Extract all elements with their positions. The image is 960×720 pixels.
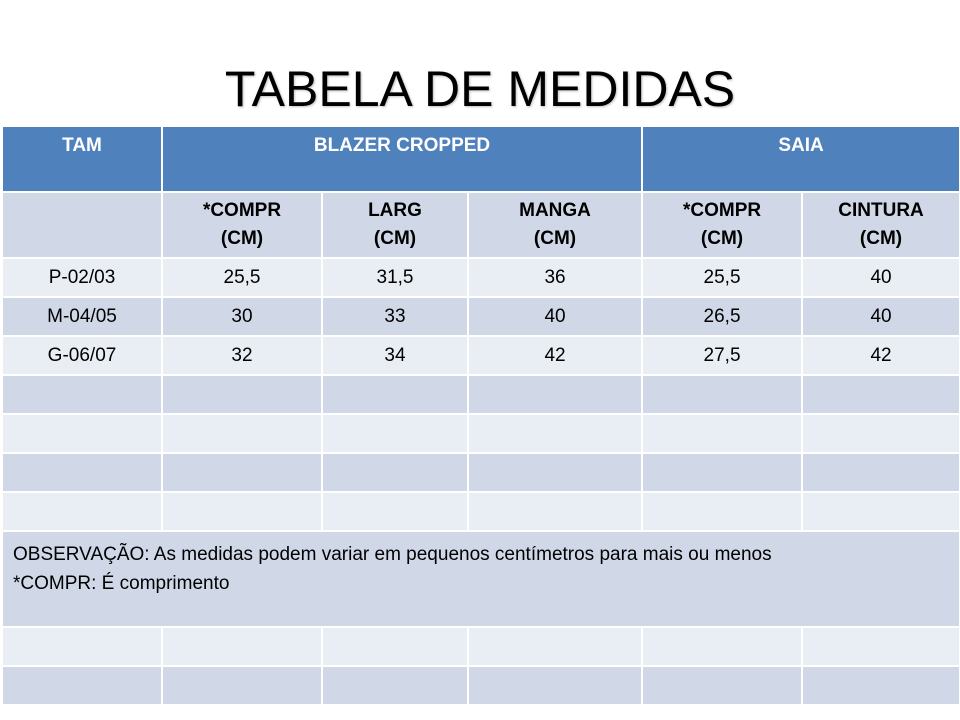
table-subheader-row: [2, 192, 960, 258]
empty-row: [2, 414, 960, 453]
empty-row: [2, 627, 960, 666]
cell-value: 40: [802, 258, 960, 297]
header-size: TAM: [2, 126, 162, 192]
subheader-unit: (CM): [373, 228, 417, 249]
empty-row: [2, 666, 960, 705]
empty-row: [2, 375, 960, 414]
cell-value: 40: [468, 297, 642, 336]
cell-value: 42: [468, 336, 642, 375]
subheader-empty: [2, 192, 162, 258]
subheader-blazer-width: [322, 192, 468, 258]
page-title: TABELA DE MEDIDAS: [224, 61, 736, 117]
observation-note: OBSERVAÇÃO: As medidas podem variar em pequenos centímetros para mais ou menos: [13, 544, 772, 565]
table-row: [2, 258, 960, 297]
subheader-unit: (CM): [220, 228, 264, 249]
subheader-skirt-waist: [802, 192, 960, 258]
cell-value: 33: [322, 297, 468, 336]
observation-cell: [2, 531, 960, 627]
cell-value: 34: [322, 336, 468, 375]
header-blazer: BLAZER CROPPED: [162, 126, 642, 192]
cell-value: 26,5: [642, 297, 802, 336]
empty-row: [2, 453, 960, 492]
table-row: [2, 297, 960, 336]
cell-size: G-06/07: [2, 336, 162, 375]
cell-size: M-04/05: [2, 297, 162, 336]
subheader-label: *COMPR: [202, 200, 282, 221]
cell-value: 36: [468, 258, 642, 297]
cell-value: 31,5: [322, 258, 468, 297]
cell-value: 27,5: [642, 336, 802, 375]
subheader-blazer-length: [162, 192, 322, 258]
cell-value: 40: [802, 297, 960, 336]
subheader-skirt-length: [642, 192, 802, 258]
cell-size: P-02/03: [2, 258, 162, 297]
subheader-unit: (CM): [859, 228, 903, 249]
empty-row: [2, 492, 960, 531]
table-header-row: [2, 126, 960, 192]
cell-value: 25,5: [642, 258, 802, 297]
cell-value: 32: [162, 336, 322, 375]
subheader-label: *COMPR: [682, 200, 762, 221]
header-skirt: SAIA: [642, 126, 960, 192]
subheader-unit: (CM): [533, 228, 577, 249]
subheader-label: LARG: [368, 200, 422, 221]
size-table: [1, 125, 960, 706]
subheader-label: MANGA: [519, 200, 591, 221]
observation-definition: *COMPR: É comprimento: [13, 573, 230, 594]
cell-value: 42: [802, 336, 960, 375]
table-row: [2, 336, 960, 375]
subheader-label: CINTURA: [838, 200, 924, 221]
cell-value: 25,5: [162, 258, 322, 297]
subheader-blazer-sleeve: [468, 192, 642, 258]
observation-row: [2, 531, 960, 627]
cell-value: 30: [162, 297, 322, 336]
subheader-unit: (CM): [700, 228, 744, 249]
